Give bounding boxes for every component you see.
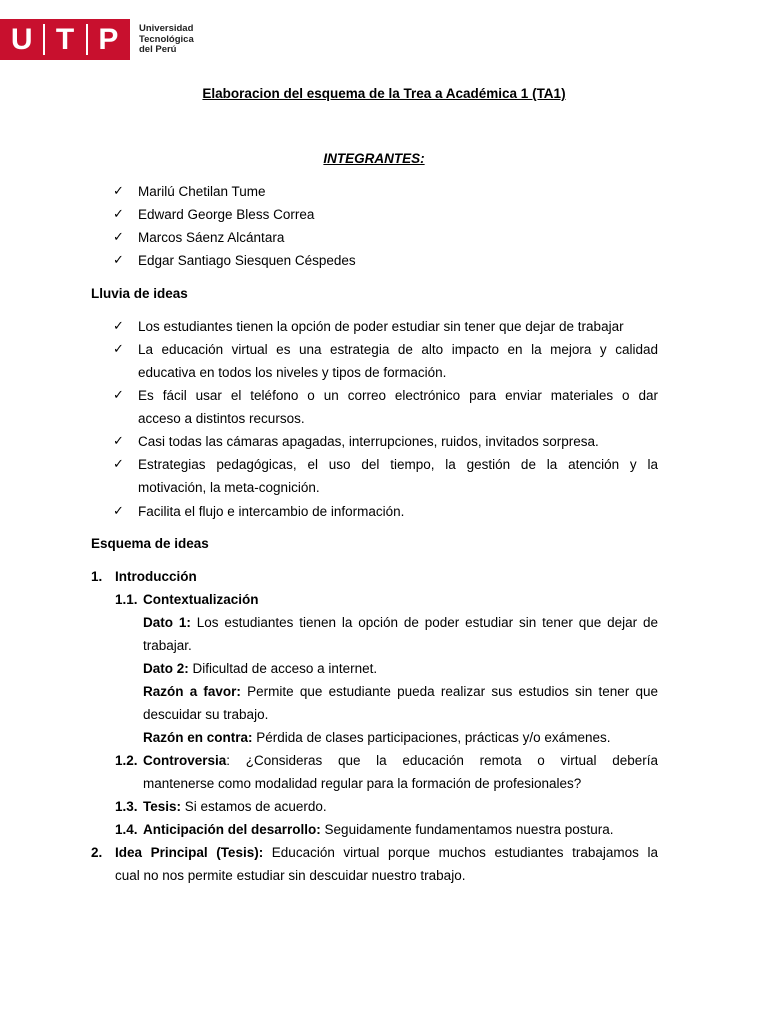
dato-2-text: Dificultad de acceso a internet. — [192, 661, 378, 676]
reason-for-continuation: descuidar su trabajo. — [143, 707, 269, 722]
thesis-label: Tesis: — [143, 799, 182, 814]
main-idea — [115, 845, 658, 860]
checkmark-icon: ✓ — [113, 503, 124, 518]
brainstorm-item: Facilita el flujo e intercambio de información. — [138, 504, 405, 519]
members-heading: INTEGRANTES: — [323, 151, 425, 166]
member-item: Edgar Santiago Siesquen Céspedes — [138, 253, 356, 268]
logo-divider — [86, 24, 88, 55]
controversy-continuation: mantenerse como modalidad regular para la formación de profesionales? — [143, 776, 582, 791]
dato-1-continuation: trabajar. — [143, 638, 192, 653]
section-number: 2. — [91, 845, 103, 860]
brainstorm-item-continuation: acceso a distintos recursos. — [138, 411, 305, 426]
checkmark-icon: ✓ — [113, 318, 124, 333]
university-name-line: Universidad — [139, 23, 194, 34]
document-title: Elaboracion del esquema de la Trea a Académica 1 (TA1) — [202, 86, 566, 101]
thesis — [143, 799, 327, 814]
checkmark-icon: ✓ — [113, 229, 124, 244]
controversy-text: : ¿Consideras que la educación remota o virtual debería — [226, 753, 658, 768]
dato-1 — [143, 615, 658, 630]
checkmark-icon: ✓ — [113, 341, 124, 356]
university-name — [139, 24, 194, 56]
dato-1-text: Los estudiantes tienen la opción de poder estudiar sin tener que dejar de — [196, 615, 658, 630]
brainstorm-heading: Lluvia de ideas — [91, 286, 188, 301]
brainstorm-item: La educación virtual es una estrategia de alto impacto en la mejora y calidad — [138, 342, 658, 357]
reason-for-label: Razón a favor: — [143, 684, 241, 699]
university-name-line: del Perú — [139, 44, 177, 55]
reason-against-text: Pérdida de clases participaciones, prácticas y/o exámenes. — [256, 730, 611, 745]
subsection-number: 1.3. — [115, 799, 138, 814]
logo-letter-t: T — [55, 23, 75, 56]
anticipation-text: Seguidamente fundamentamos nuestra postura. — [324, 822, 614, 837]
scheme-heading: Esquema de ideas — [91, 536, 209, 551]
main-idea-continuation: cual no nos permite estudiar sin descuidar nuestro trabajo. — [115, 868, 466, 883]
subsection-title-context: Contextualización — [143, 592, 259, 607]
logo-divider — [43, 24, 45, 55]
anticipation — [143, 822, 613, 837]
brainstorm-item: Casi todas las cámaras apagadas, interrupciones, ruidos, invitados sorpresa. — [138, 434, 599, 449]
checkmark-icon: ✓ — [113, 183, 124, 198]
brainstorm-item: Es fácil usar el teléfono o un correo electrónico para enviar materiales o dar — [138, 388, 658, 403]
dato-1-label: Dato 1: — [143, 615, 191, 630]
checkmark-icon: ✓ — [113, 206, 124, 221]
dato-2 — [143, 661, 377, 676]
reason-for — [143, 684, 658, 699]
section-number: 1. — [91, 569, 103, 584]
member-item: Marcos Sáenz Alcántara — [138, 230, 285, 245]
subsection-number: 1.1. — [115, 592, 138, 607]
member-item: Marilú Chetilan Tume — [138, 184, 266, 199]
brainstorm-item: Los estudiantes tienen la opción de poder estudiar sin tener que dejar de trabajar — [138, 319, 624, 334]
reason-against — [143, 730, 610, 745]
thesis-text: Si estamos de acuerdo. — [184, 799, 327, 814]
checkmark-icon: ✓ — [113, 433, 124, 448]
logo-letter-u: U — [10, 23, 33, 56]
reason-against-label: Razón en contra: — [143, 730, 253, 745]
subsection-number: 1.2. — [115, 753, 138, 768]
section-title-introduction: Introducción — [115, 569, 197, 584]
utp-logo — [0, 19, 130, 60]
controversy-label: Controversia — [143, 753, 227, 768]
brainstorm-item-continuation: motivación, la meta-cognición. — [138, 480, 320, 495]
member-item: Edward George Bless Correa — [138, 207, 315, 222]
main-idea-text: Educación virtual porque muchos estudiantes trabajamos la — [271, 845, 658, 860]
brainstorm-item: Estrategias pedagógicas, el uso del tiempo, la gestión de la atención y la — [138, 457, 658, 472]
brainstorm-item-continuation: educativa en todos los niveles y tipos de formación. — [138, 365, 447, 380]
checkmark-icon: ✓ — [113, 252, 124, 267]
reason-for-text: Permite que estudiante pueda realizar sus estudios sin tener que — [247, 684, 658, 699]
university-name-line: Tecnológica — [139, 33, 194, 45]
controversy — [143, 753, 658, 768]
dato-2-label: Dato 2: — [143, 661, 189, 676]
subsection-number: 1.4. — [115, 822, 138, 837]
anticipation-label: Anticipación del desarrollo: — [143, 822, 321, 837]
checkmark-icon: ✓ — [113, 387, 124, 402]
main-idea-label: Idea Principal (Tesis): — [115, 845, 264, 860]
logo-letter-p: P — [98, 23, 119, 56]
checkmark-icon: ✓ — [113, 456, 124, 471]
